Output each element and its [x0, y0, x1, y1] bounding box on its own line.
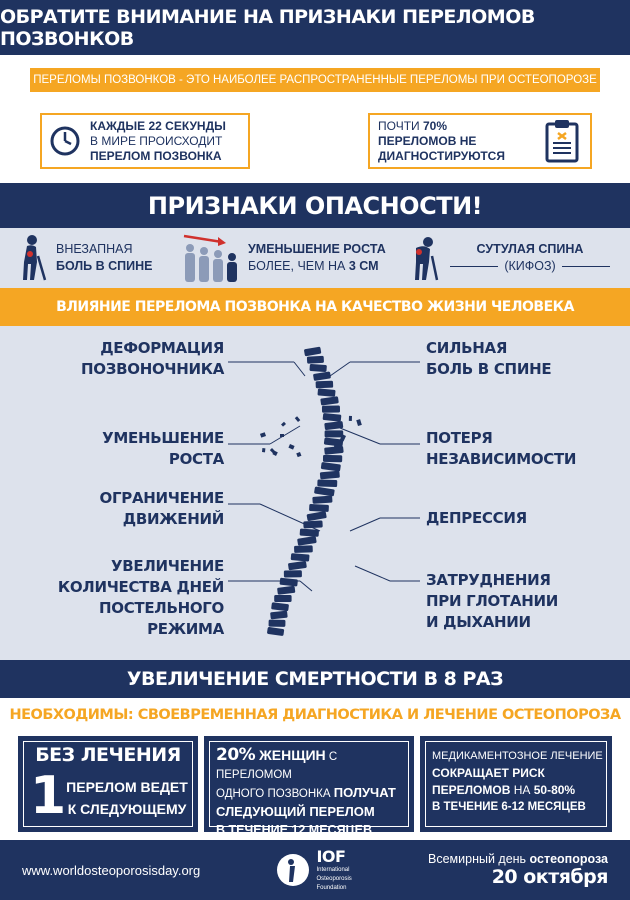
page-title: ОБРАТИТЕ ВНИМАНИЕ НА ПРИЗНАКИ ПЕРЕЛОМОВ ПОЗВОНКОВ	[0, 0, 630, 55]
intro-banner: ПЕРЕЛОМЫ ПОЗВОНКОВ - ЭТО НАИБОЛЕЕ РАСПРОСТРАНЕННЫЕ ПЕРЕЛОМЫ ПРИ ОСТЕОПОРОЗЕ	[30, 68, 600, 92]
fracture-fragment	[349, 416, 352, 421]
fracture-fragment	[296, 452, 301, 457]
impact-severe-back-pain: СИЛЬНАЯ БОЛЬ В СПИНЕ	[426, 339, 552, 378]
vertebra-block	[313, 371, 331, 381]
vertebra-block	[277, 586, 295, 595]
box-without-treatment: БЕЗ ЛЕЧЕНИЯ 1 ПЕРЕЛОМ ВЕДЕТ К СЛЕДУЮЩЕМУ	[18, 736, 198, 832]
vertebra-block	[306, 511, 326, 521]
vertebra-block	[284, 570, 302, 577]
stat-box-22-seconds: КАЖДЫЕ 22 СЕКУНДЫ В МИРЕ ПРОИСХОДИТ ПЕРЕЛОМ ПОЗВОНКА	[40, 113, 250, 169]
fracture-fragment	[356, 419, 362, 426]
fracture-fragment	[281, 422, 286, 427]
person-with-cane-icon	[20, 234, 48, 282]
vertebra-block	[300, 529, 319, 537]
impact-title: ВЛИЯНИЕ ПЕРЕЛОМА ПОЗВОНКА НА КАЧЕСТВО ЖИЗНИ ЧЕЛОВЕКА	[0, 288, 630, 326]
vertebra-block	[309, 504, 329, 512]
vertebra-block	[288, 561, 307, 570]
symptom-back-pain: ВНЕЗАПНАЯ БОЛЬ В СПИНЕ	[20, 234, 152, 282]
iof-logo: IOF International Osteoporosis Foundation	[276, 848, 351, 893]
clipboard-icon	[544, 119, 580, 163]
impact-depression: ДЕПРЕССИЯ	[426, 509, 527, 527]
vertebra-block	[269, 620, 286, 627]
vertebra-block	[317, 479, 337, 487]
box-20-percent-women: 20% ЖЕНЩИН С ПЕРЕЛОМОМ ОДНОГО ПОЗВОНКА ПОЛУЧАТ СЛЕДУЮЩИЙ ПЕРЕЛОМ В ТЕЧЕНИЕ 12 МЕСЯЦЕВ	[204, 736, 414, 832]
vertebra-block	[267, 627, 284, 636]
impact-bed-rest: УВЕЛИЧЕНИЕ КОЛИЧЕСТВА ДНЕЙ ПОСТЕЛЬНОГО РЕЖИМА	[57, 557, 224, 638]
vertebra-block	[321, 462, 341, 472]
vertebra-block	[274, 595, 291, 602]
iof-logo-icon	[276, 853, 310, 887]
impact-spine-deformation: ДЕФОРМАЦИЯ ПОЗВОНОЧНИКА	[81, 339, 224, 378]
fracture-fragment	[280, 434, 284, 437]
vertebra-block	[312, 496, 332, 504]
vertebra-block	[309, 364, 326, 372]
vertebra-block	[323, 413, 342, 422]
vertebra-block	[303, 520, 323, 528]
impact-section	[0, 326, 630, 660]
vertebra-block	[320, 396, 339, 405]
vertebra-block	[320, 471, 340, 480]
intro-section	[0, 55, 630, 183]
vertebra-block	[294, 545, 313, 553]
clock-icon	[50, 126, 80, 156]
vertebra-block	[291, 553, 310, 562]
vertebra-block	[307, 356, 324, 364]
vertebra-block	[322, 405, 340, 412]
vertebra-block	[325, 430, 344, 437]
vertebra-block	[324, 446, 344, 455]
footer: www.worldosteoporosisday.org IOF International Osteoporosis Foundation Всемирный день остеопороза 20 октября	[0, 840, 630, 900]
stat-box-70-percent: ПОЧТИ 70% ПЕРЕЛОМОВ НЕ ДИАГНОСТИРУЮТСЯ	[368, 113, 592, 169]
vertebra-block	[323, 455, 342, 462]
impact-height-loss: УМЕНЬШЕНИЕ РОСТА	[102, 429, 224, 468]
impact-limited-movement: ОГРАНИЧЕНИЕ ДВИЖЕНИЙ	[99, 489, 224, 528]
vertebra-block	[317, 388, 335, 397]
fracture-fragment	[334, 445, 340, 448]
fracture-fragment	[295, 416, 301, 422]
vertebra-block	[297, 536, 317, 546]
mortality-banner: УВЕЛИЧЕНИЕ СМЕРТНОСТИ В 8 РАЗ	[0, 660, 630, 698]
fracture-fragment	[288, 444, 294, 450]
shrinking-people-icon	[182, 232, 240, 284]
impact-loss-of-independence: ПОТЕРЯ НЕЗАВИСИМОСТИ	[426, 429, 577, 468]
vertebra-block	[314, 486, 335, 496]
danger-signs-title: ПРИЗНАКИ ОПАСНОСТИ!	[0, 183, 630, 228]
need-diagnosis-banner: НЕОБХОДИМЫ: СВОЕВРЕМЕННАЯ ДИАГНОСТИКА И ЛЕЧЕНИЕ ОСТЕОПОРОЗА	[0, 698, 630, 732]
hunched-person-icon	[410, 234, 440, 282]
vertebra-block	[304, 347, 322, 357]
impact-breathing-difficulty: ЗАТРУДНЕНИЯ ПРИ ГЛОТАНИИ И ДЫХАНИИ	[426, 571, 558, 631]
divider-line	[450, 266, 498, 267]
divider-line	[562, 266, 610, 267]
symptom-height-loss: УМЕНЬШЕНИЕ РОСТА БОЛЕЕ, ЧЕМ НА 3 СМ	[182, 232, 386, 284]
vertebra-block	[280, 578, 298, 587]
vertebra-block	[316, 381, 334, 389]
box-medication-reduces-risk: МЕДИКАМЕНТОЗНОЕ ЛЕЧЕНИЕ СОКРАЩАЕТ РИСК ПЕРЕЛОМОВ НА 50-80% В ТЕЧЕНИЕ 6-12 МЕСЯЦЕВ	[420, 736, 612, 832]
symptoms-section	[0, 228, 630, 288]
vertebra-block	[271, 602, 289, 611]
vertebra-block	[270, 611, 288, 620]
website-link[interactable]: www.worldosteoporosisday.org	[22, 862, 201, 878]
vertebra-block	[324, 421, 343, 430]
symptom-kyphosis: СУТУЛАЯ СПИНА (КИФОЗ)	[410, 234, 610, 282]
fracture-fragment	[262, 448, 265, 452]
fracture-fragment	[260, 432, 266, 437]
